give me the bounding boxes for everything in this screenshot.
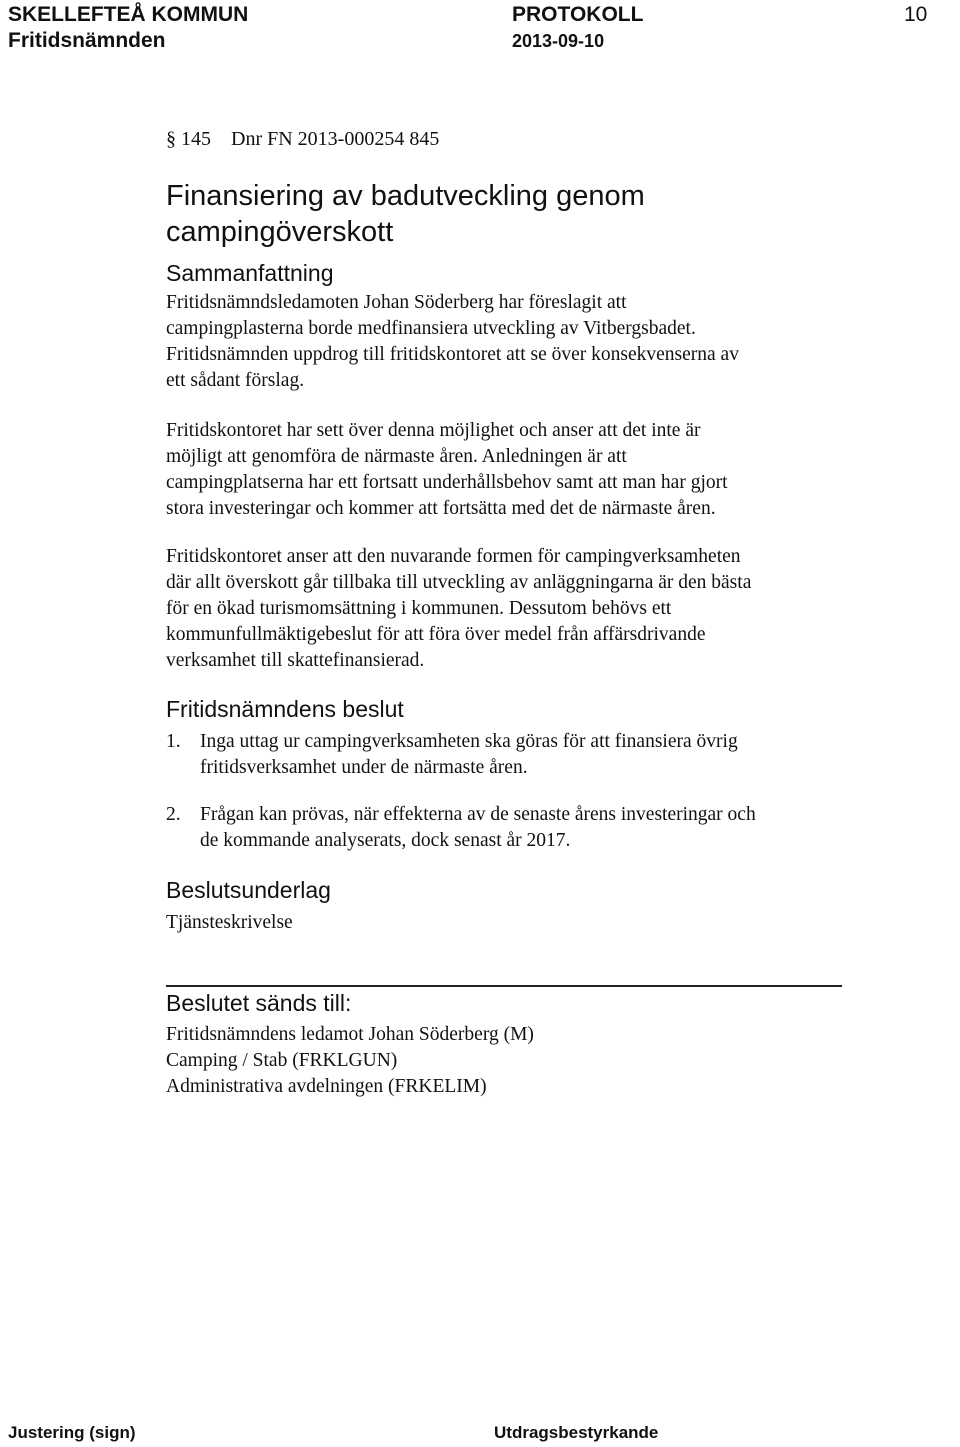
text-line: Tjänsteskrivelse [166,912,293,933]
text-line: för en ökad turismomsättning i kommunen. Dessutom behövs ett [166,598,672,619]
page-number: 10 [904,3,928,26]
footer-certification-label: Utdragsbestyrkande [494,1423,659,1442]
section-number [166,128,439,151]
recipient-list [166,1022,856,1100]
diary-number: Dnr FN 2013-000254 845 [231,128,440,150]
summary-paragraph-3 [166,544,856,674]
text-line: ett sådant förslag. [166,370,305,391]
municipality-name: SKELLEFTEÅ KOMMUN [8,3,249,26]
summary-heading: Sammanfattning [166,260,334,286]
divider [166,985,842,987]
text-line: Fritidskontoret anser att den nuvarande formen för campingverksamheten [166,546,741,567]
list-item: Administrativa avdelningen (FRKELIM) [166,1076,487,1097]
text-line: Frågan kan prövas, när effekterna av de senaste årens investeringar och [200,804,756,825]
text-line: möjligt att genomföra de närmaste åren. Anledningen är att [166,446,627,467]
text-line: Inga uttag ur campingverksamheten ska göras för att finansiera övrig [200,731,738,752]
text-line: de kommande analyserats, dock senast år 2017. [200,830,571,851]
summary-paragraph-1 [166,290,856,394]
item-number: 2. [166,804,181,825]
committee-name: Fritidsnämnden [8,29,166,52]
basis-document [166,910,856,936]
decision-heading: Fritidsnämndens beslut [166,696,404,722]
text-line: där allt överskott går tillbaka till utveckling av anläggningarna är den bästa [166,572,752,593]
text-line: stora investeringar och kommer att fortsätta med det de närmaste åren. [166,498,716,519]
text-line: campingplatserna har ett fortsatt underhållsbehov samt att man har gjort [166,472,728,493]
page-title: Finansiering av badutveckling genom campingöverskott [166,180,645,248]
text-line: fritidsverksamhet under de närmaste åren. [200,757,528,778]
text-line: campingplasterna borde medfinansiera utveckling av Vitbergsbadet. [166,318,696,339]
summary-paragraph-2 [166,418,856,522]
list-item: Camping / Stab (FRKLGUN) [166,1050,398,1071]
paragraph-number: § 145 [166,128,211,150]
footer-signature-label: Justering (sign) [8,1423,136,1442]
distribution-heading: Beslutet sänds till: [166,990,352,1016]
document-type: PROTOKOLL [512,3,644,26]
text-line: Fritidsnämnden uppdrog till fritidskontoret att se över konsekvenserna av [166,344,739,365]
text-line: Fritidskontoret har sett över denna möjlighet och anser att det inte är [166,420,701,441]
meeting-date: 2013-09-10 [512,31,605,51]
text-line: verksamhet till skattefinansierad. [166,650,425,671]
item-number: 1. [166,731,181,752]
list-item: Fritidsnämndens ledamot Johan Söderberg (M) [166,1024,534,1045]
text-line: kommunfullmäktigebeslut för att föra över medel från affärsdrivande [166,624,706,645]
text-line: Fritidsnämndsledamoten Johan Söderberg har föreslagit att [166,292,627,313]
basis-heading: Beslutsunderlag [166,877,331,903]
